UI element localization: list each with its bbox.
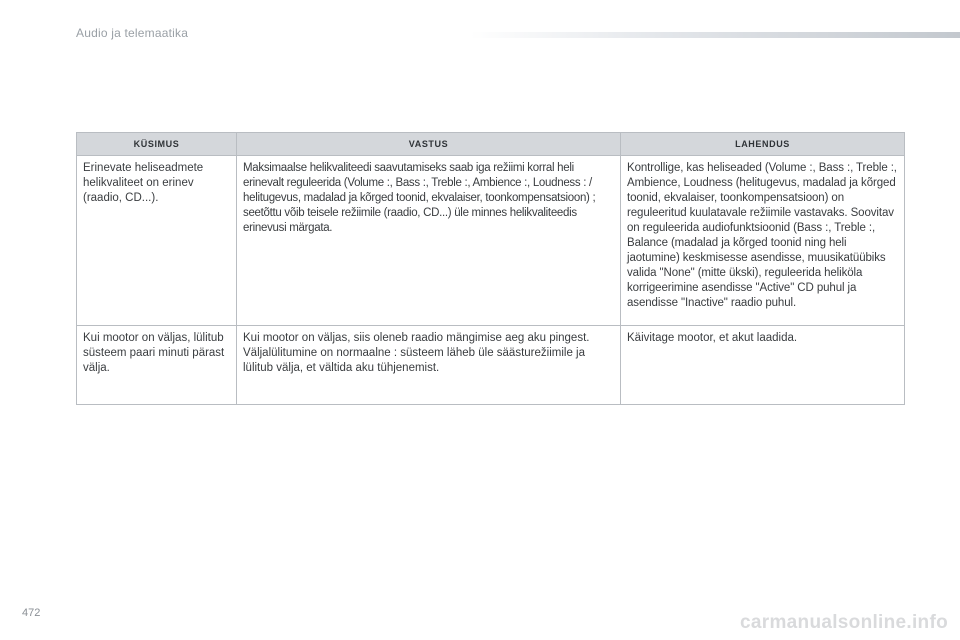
column-header-answer: VASTUS xyxy=(237,133,621,156)
watermark: carmanualsonline.info xyxy=(740,612,948,633)
solution-cell: Kontrollige, kas heliseaded (Volume :, Bass :, Treble :, Ambience, Loudness (helitugevus, madalad ja kõrged toonid, ekvalaiser, toonkompensatsioon) on reguleeritud kuulatavale režiimile vastavaks. Soovitav on reguleerida audiofunktsioonid (Bass :, Treble :, Balance (madalad ja kõrged toonid ning heli jaotumine) keskmisesse asendisse, muusikatüübiks valida "None" (mitte ükski), reguleerida heliköla korrigeerimine asendisse "Active" CD puhul ja asendisse "Inactive" raadio puhul. xyxy=(621,156,905,326)
page-number: 472 xyxy=(22,607,41,619)
column-header-question: KÜSIMUS xyxy=(77,133,237,156)
question-cell: Kui mootor on väljas, lülitub süsteem paari minuti pärast välja. xyxy=(77,326,237,405)
answer-cell: Maksimaalse helikvaliteedi saavutamiseks saab iga režiimi korral heli erinevalt reguleerida (Volume :, Bass :, Treble :, Ambience :, Loudness : / helitugevus, madalad ja kõrged toonid, ekvalaiser, toonkompensatsioon) ; seetõttu võib teisele režiimile (raadio, CD...) üle minnes helikvaliteedis erinevusi märgata. xyxy=(237,156,621,326)
faq-table xyxy=(76,132,905,405)
solution-cell: Käivitage mootor, et akut laadida. xyxy=(621,326,905,405)
table-row xyxy=(77,156,905,326)
answer-cell: Kui mootor on väljas, siis oleneb raadio mängimise aeg aku pingest. Väljalülitumine on normaalne : süsteem läheb üle säästurežiimile ja lülitub välja, et vältida aku tühjenemist. xyxy=(237,326,621,405)
column-header-solution: LAHENDUS xyxy=(621,133,905,156)
table-row xyxy=(77,326,905,405)
table-header-row xyxy=(77,133,905,156)
section-title: Audio ja telemaatika xyxy=(76,26,189,40)
header-decor-bar xyxy=(470,32,960,38)
question-cell: Erinevate heliseadmete helikvaliteet on erinev (raadio, CD...). xyxy=(77,156,237,326)
